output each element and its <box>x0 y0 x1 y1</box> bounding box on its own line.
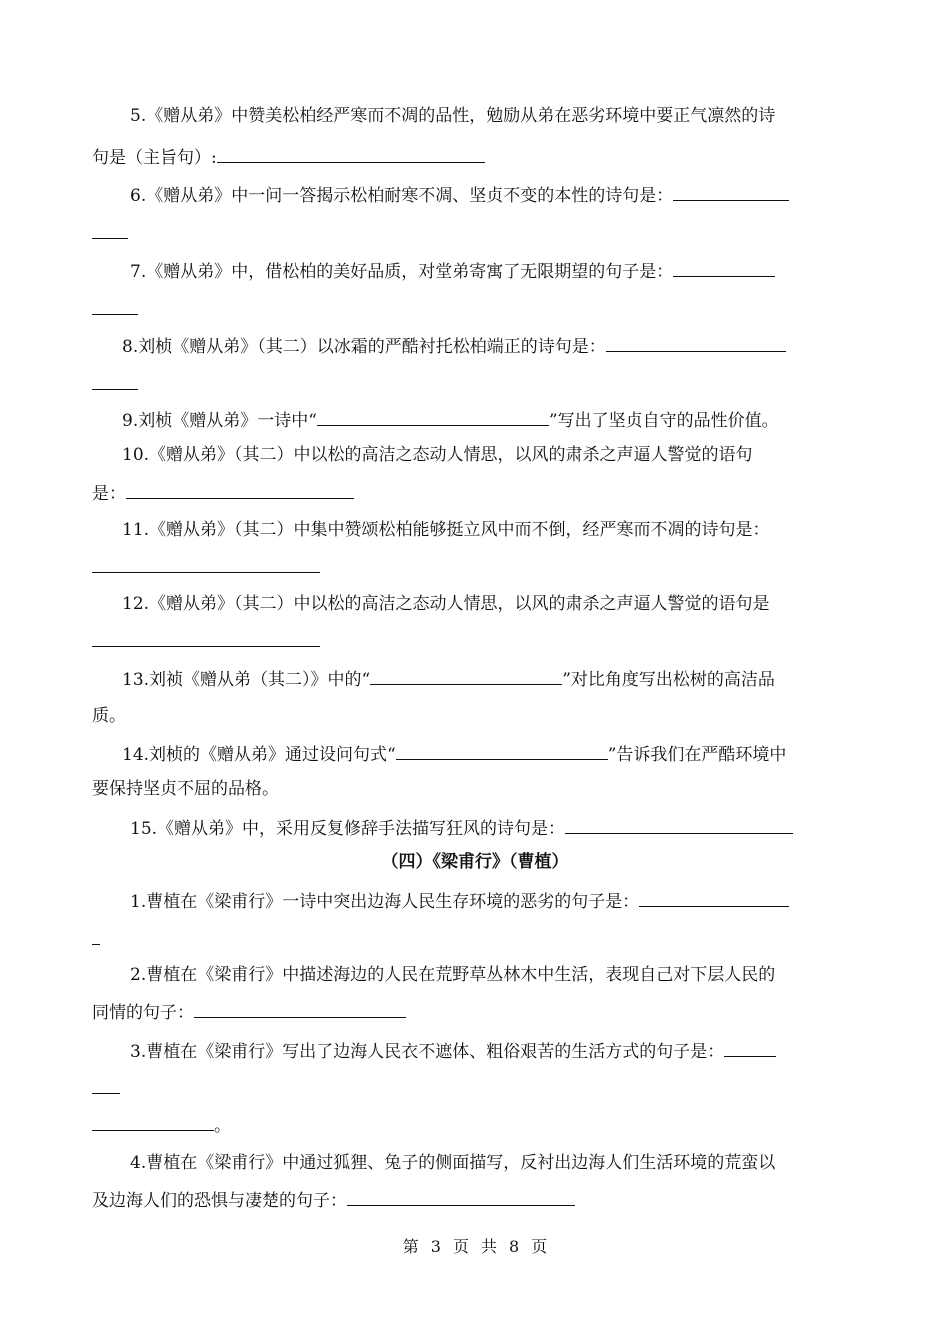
section-heading: （四）《梁甫行》（曹植） <box>381 852 569 872</box>
question-9-text-b: ”写出了坚贞自守的品性价值。 <box>548 411 779 431</box>
answer-blank-12[interactable] <box>92 628 320 647</box>
liangfu-question-2-text: 同情的句子： <box>92 1003 194 1023</box>
answer-blank-7b[interactable] <box>92 296 138 315</box>
question-10-line-1: 10.《赠从弟》（其二）中以松的高洁之态动人情思，以风的肃杀之声逼人警觉的语句 <box>122 445 753 465</box>
answer-blank-15[interactable] <box>565 815 793 834</box>
current-page-number: 3 <box>430 1237 441 1256</box>
liangfu-question-2-line-2 <box>92 999 406 1025</box>
answer-blank-8a[interactable] <box>606 333 786 352</box>
question-5-line-2 <box>92 144 485 170</box>
question-6-line-2 <box>92 220 128 246</box>
footer-gong: 共 <box>481 1237 498 1256</box>
liangfu-question-3-line-3 <box>92 1112 231 1138</box>
question-13-text-b: ”对比角度写出松树的高洁品 <box>562 670 775 690</box>
answer-blank-8b[interactable] <box>92 371 138 390</box>
liangfu-question-3-text: 3.曹植在《梁甫行》写出了边海人民衣不遮体、粗俗艰苦的生活方式的句子是： <box>130 1042 725 1062</box>
liangfu-question-3-line-1 <box>130 1038 776 1064</box>
liangfu-answer-blank-3b[interactable] <box>92 1075 120 1094</box>
liangfu-question-4-line-2 <box>92 1187 575 1213</box>
answer-blank-5[interactable] <box>217 144 485 163</box>
question-14-text-b: ”告诉我们在严酷环境中 <box>607 745 787 765</box>
question-7-text: 7.《赠从弟》中，借松柏的美好品质，对堂弟寄寓了无限期望的句子是： <box>130 262 674 282</box>
question-5-text: 句是（主旨句）: <box>92 148 217 168</box>
question-12-line-2 <box>92 628 320 654</box>
liangfu-question-4-line-1: 4.曹植在《梁甫行》中通过狐狸、兔子的侧面描写，反衬出边海人们生活环境的荒蛮以 <box>130 1153 776 1173</box>
question-13-line-2: 质。 <box>92 706 126 726</box>
question-9-text-a: 9.刘桢《赠从弟》一诗中“ <box>122 411 317 431</box>
liangfu-answer-blank-4[interactable] <box>347 1187 575 1206</box>
answer-blank-11[interactable] <box>92 554 320 573</box>
liangfu-answer-blank-3a[interactable] <box>724 1038 776 1057</box>
liangfu-question-4-text: 及边海人们的恐惧与凄楚的句子： <box>92 1191 347 1211</box>
liangfu-question-3-line-2 <box>92 1075 120 1101</box>
question-11-line-1: 11.《赠从弟》（其二）中集中赞颂松柏能够挺立风中而不倒，经严寒而不凋的诗句是： <box>122 520 770 540</box>
question-15-text: 15.《赠从弟》中，采用反复修辞手法描写狂风的诗句是： <box>130 819 566 839</box>
question-13-line-1 <box>122 666 775 692</box>
liangfu-question-1-text: 1.曹植在《梁甫行》一诗中突出边海人民生存环境的恶劣的句子是： <box>130 892 640 912</box>
liangfu-answer-blank-3c[interactable] <box>92 1112 214 1131</box>
liangfu-question-2-line-1: 2.曹植在《梁甫行》中描述海边的人民在荒野草丛林木中生活，表现自己对下层人民的 <box>130 965 776 985</box>
question-10-line-2 <box>92 480 354 506</box>
answer-blank-14[interactable] <box>396 741 608 760</box>
liangfu-question-3-end: 。 <box>214 1116 231 1136</box>
question-11-line-2 <box>92 554 320 580</box>
footer-di: 第 <box>402 1237 419 1256</box>
answer-blank-10[interactable] <box>126 480 354 499</box>
question-7-line-1 <box>130 258 775 284</box>
question-5-line-1: 5.《赠从弟》中赞美松柏经严寒而不凋的品性，勉励从弟在恶劣环境中要正气凛然的诗 <box>130 106 776 126</box>
question-6-text: 6.《赠从弟》中一问一答揭示松柏耐寒不凋、坚贞不变的本性的诗句是： <box>130 186 674 206</box>
question-14-text-a: 14.刘桢的《赠从弟》通过设问句式“ <box>122 745 396 765</box>
question-7-line-2 <box>92 296 138 322</box>
total-page-number: 8 <box>509 1237 520 1256</box>
question-15-line <box>130 815 793 841</box>
footer-ye: 页 <box>452 1237 469 1256</box>
question-13-text-a: 13.刘祯《赠从弟（其二）》中的“ <box>122 670 371 690</box>
answer-blank-6b[interactable] <box>92 220 128 239</box>
question-8-line-2 <box>92 371 138 397</box>
question-9-line <box>122 407 779 433</box>
question-12-line-1: 12.《赠从弟》（其二）中以松的高洁之态动人情思，以风的肃杀之声逼人警觉的语句是 <box>122 594 770 614</box>
answer-blank-13[interactable] <box>370 666 562 685</box>
liangfu-question-1-line-1 <box>130 888 789 914</box>
answer-blank-7a[interactable] <box>673 258 775 277</box>
answer-blank-6a[interactable] <box>673 182 789 201</box>
question-8-line-1 <box>122 333 786 359</box>
liangfu-question-1-line-2 <box>92 926 100 952</box>
liangfu-answer-blank-2[interactable] <box>194 999 406 1018</box>
question-6-line-1 <box>130 182 789 208</box>
liangfu-answer-blank-1b[interactable] <box>92 926 100 945</box>
question-14-line-1 <box>122 741 786 767</box>
answer-blank-9[interactable] <box>317 407 549 426</box>
liangfu-answer-blank-1a[interactable] <box>639 888 789 907</box>
question-14-line-2: 要保持坚贞不屈的品格。 <box>92 779 279 799</box>
footer-ye-end: 页 <box>531 1237 548 1256</box>
question-8-text: 8.刘桢《赠从弟》（其二）以冰霜的严酷衬托松柏端正的诗句是： <box>122 337 606 357</box>
question-10-text: 是： <box>92 484 126 504</box>
page-footer <box>0 1236 950 1258</box>
